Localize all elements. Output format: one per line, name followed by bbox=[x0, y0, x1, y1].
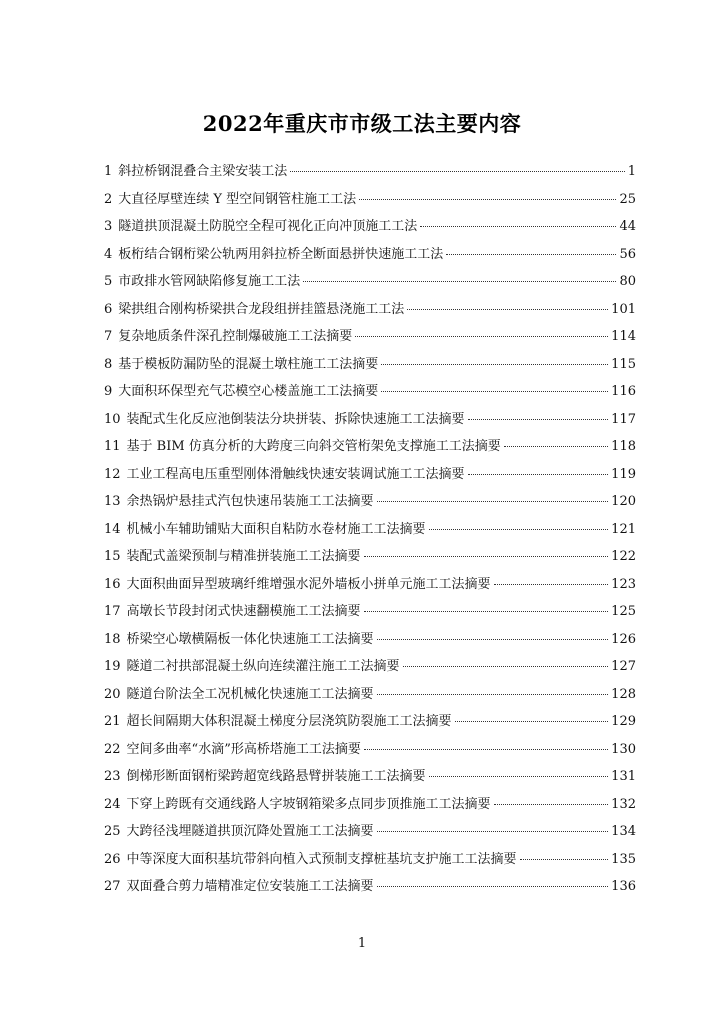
toc-entry-page: 115 bbox=[611, 356, 636, 372]
page-number: 1 bbox=[357, 936, 367, 951]
toc-entry[interactable] bbox=[104, 355, 636, 383]
toc-entry[interactable] bbox=[104, 327, 636, 355]
toc-entry[interactable] bbox=[104, 740, 636, 768]
toc-dot-leader bbox=[359, 199, 616, 200]
toc-entry-page: 119 bbox=[611, 466, 636, 482]
toc-entry-number: 19 bbox=[104, 659, 121, 674]
toc-entry[interactable] bbox=[104, 190, 636, 218]
toc-entry[interactable] bbox=[104, 272, 636, 300]
toc-entry-page: 136 bbox=[611, 879, 636, 894]
toc-entry-title: 下穿上跨既有交通线路人字坡钢箱梁多点同步顶推施工工法摘要 bbox=[126, 796, 491, 812]
toc-entry-title: 梁拱组合刚构桥梁拱合龙段组拼挂篮悬浇施工工法 bbox=[118, 301, 405, 317]
toc-entry-title: 中等深度大面积基坑带斜向植入式预制支撑桩基坑支护施工工法摘要 bbox=[126, 851, 517, 867]
toc-entry-title: 倒梯形断面钢桁梁跨超宽线路悬臂拼装施工工法摘要 bbox=[126, 769, 426, 784]
toc-entry[interactable] bbox=[104, 410, 636, 438]
toc-entry[interactable] bbox=[104, 575, 636, 603]
toc-entry-number: 17 bbox=[104, 604, 121, 619]
toc-entry[interactable] bbox=[104, 850, 636, 878]
toc-entry-title: 斜拉桥钢混叠合主梁安装工法 bbox=[118, 164, 288, 179]
toc-entry-page: 121 bbox=[611, 521, 636, 537]
toc-entry[interactable] bbox=[104, 630, 636, 658]
toc-entry-page: 135 bbox=[611, 851, 636, 867]
toc-entry-title: 隧道台阶法全工况机械化快速施工工法摘要 bbox=[126, 686, 374, 702]
toc-entry-number: 27 bbox=[104, 879, 121, 894]
toc-entry[interactable] bbox=[104, 162, 636, 190]
toc-entry-page: 126 bbox=[611, 631, 636, 647]
toc-entry-page: 130 bbox=[611, 741, 636, 757]
toc-entry-page: 131 bbox=[611, 769, 636, 784]
toc-dot-leader bbox=[364, 611, 609, 612]
toc-dot-leader bbox=[407, 309, 608, 310]
toc-entry[interactable] bbox=[104, 492, 636, 520]
toc-entry-title: 隧道二衬拱部混凝土纵向连续灌注施工工法摘要 bbox=[126, 659, 400, 674]
toc-dot-leader bbox=[455, 721, 609, 722]
toc-dot-leader bbox=[446, 254, 616, 255]
toc-entry-number: 6 bbox=[104, 301, 113, 317]
toc-entry-page: 25 bbox=[619, 191, 636, 207]
toc-entry-title: 超长间隔期大体积混凝土梯度分层浇筑防裂施工工法摘要 bbox=[126, 714, 452, 729]
toc-entry-title: 大跨径浅埋隧道拱顶沉降处置施工工法摘要 bbox=[126, 824, 374, 839]
toc-entry-number: 2 bbox=[104, 191, 113, 207]
toc-entry-page: 128 bbox=[611, 686, 636, 702]
toc-entry-number: 21 bbox=[104, 714, 121, 729]
toc-dot-leader bbox=[364, 749, 608, 750]
toc-entry[interactable] bbox=[104, 520, 636, 548]
toc-entry[interactable] bbox=[104, 767, 636, 795]
toc-entry[interactable] bbox=[104, 877, 636, 905]
toc-entry-title: 隧道拱顶混凝土防脱空全程可视化正向冲顶施工工法 bbox=[118, 219, 418, 234]
toc-dot-leader bbox=[429, 776, 609, 777]
toc-entry-number: 4 bbox=[104, 246, 113, 262]
toc-dot-leader bbox=[377, 831, 609, 832]
toc-entry-page: 116 bbox=[611, 384, 636, 399]
toc-entry-title: 双面叠合剪力墙精准定位安装施工工法摘要 bbox=[126, 879, 374, 894]
toc-entry-page: 122 bbox=[611, 549, 636, 564]
toc-dot-leader bbox=[420, 226, 616, 227]
toc-entry-title: 空间多曲率“水滴”形高桥塔施工工法摘要 bbox=[126, 741, 361, 757]
toc-entry-title: 余热锅炉悬挂式汽包快速吊装施工工法摘要 bbox=[126, 494, 374, 509]
toc-dot-leader bbox=[429, 529, 609, 530]
toc-entry[interactable] bbox=[104, 547, 636, 575]
toc-entry[interactable] bbox=[104, 300, 636, 328]
toc-entry-page: 123 bbox=[611, 576, 636, 592]
toc-entry-title: 机械小车辅助铺贴大面积自粘防水卷材施工工法摘要 bbox=[126, 521, 426, 537]
toc-entry-page: 127 bbox=[611, 659, 636, 674]
toc-dot-leader bbox=[494, 584, 609, 585]
toc-entry-page: 1 bbox=[627, 164, 636, 179]
toc-dot-leader bbox=[468, 419, 609, 420]
toc-entry-page: 44 bbox=[619, 219, 636, 234]
toc-entry-number: 15 bbox=[104, 549, 121, 564]
toc-entry[interactable] bbox=[104, 795, 636, 823]
toc-entry-number: 3 bbox=[104, 219, 113, 234]
toc-entry-title: 桥梁空心墩横隔板一体化快速施工工法摘要 bbox=[126, 631, 374, 647]
toc-entry-title: 复杂地质条件深孔控制爆破施工工法摘要 bbox=[118, 329, 353, 344]
toc-entry-title: 工业工程高电压重型刚体滑触线快速安装调试施工工法摘要 bbox=[126, 466, 465, 482]
toc-dot-leader bbox=[381, 391, 608, 392]
toc-dot-leader bbox=[468, 474, 609, 475]
toc-entry-number: 25 bbox=[104, 824, 121, 839]
toc-dot-leader bbox=[520, 859, 609, 860]
toc-dot-leader bbox=[377, 639, 609, 640]
toc-entry-title: 大直径厚壁连续 Y 型空间钢管柱施工工法 bbox=[118, 191, 357, 207]
toc-entry-page: 56 bbox=[619, 246, 636, 262]
toc-dot-leader bbox=[403, 666, 609, 667]
toc-entry-number: 18 bbox=[104, 631, 121, 647]
toc-entry-page: 132 bbox=[611, 796, 636, 812]
toc-dot-leader bbox=[494, 804, 609, 805]
toc-dot-leader bbox=[290, 171, 624, 172]
toc-entry-number: 26 bbox=[104, 851, 121, 867]
toc-entry-title: 高墩长节段封闭式快速翻模施工工法摘要 bbox=[126, 604, 361, 619]
toc-entry-title: 市政排水管网缺陷修复施工工法 bbox=[118, 274, 301, 289]
toc-dot-leader bbox=[377, 694, 609, 695]
toc-entry-number: 16 bbox=[104, 576, 121, 592]
toc-entry[interactable] bbox=[104, 465, 636, 493]
toc-entry[interactable] bbox=[104, 382, 636, 410]
toc-entry-number: 1 bbox=[104, 164, 113, 179]
toc-entry-number: 9 bbox=[104, 384, 113, 399]
toc-entry-title: 装配式生化反应池倒装法分块拼装、拆除快速施工工法摘要 bbox=[126, 411, 465, 427]
toc-entry-number: 13 bbox=[104, 494, 121, 509]
toc-entry-number: 20 bbox=[104, 686, 121, 702]
toc-entry-page: 129 bbox=[611, 714, 636, 729]
toc-entry-number: 14 bbox=[104, 521, 121, 537]
toc-dot-leader bbox=[377, 501, 609, 502]
toc-dot-leader bbox=[381, 364, 608, 365]
toc-entry-page: 101 bbox=[611, 301, 636, 317]
toc-entry-title: 板桁结合钢桁梁公轨两用斜拉桥全断面悬拼快速施工工法 bbox=[118, 246, 444, 262]
toc-entry-page: 117 bbox=[611, 411, 636, 427]
toc-entry-number: 22 bbox=[104, 741, 121, 757]
toc-entry[interactable] bbox=[104, 685, 636, 713]
toc-entry-page: 118 bbox=[611, 439, 636, 454]
toc-entry-number: 23 bbox=[104, 769, 121, 784]
toc-entry-title: 大面积环保型充气芯模空心楼盖施工工法摘要 bbox=[118, 384, 379, 399]
toc-dot-leader bbox=[355, 336, 608, 337]
toc-entry-title: 基于模板防漏防坠的混凝土墩柱施工工法摘要 bbox=[118, 356, 379, 372]
toc-entry-title: 基于 BIM 仿真分析的大跨度三向斜交管桁架免支撑施工工法摘要 bbox=[126, 439, 501, 454]
toc-entry-page: 120 bbox=[611, 494, 636, 509]
toc-entry[interactable] bbox=[104, 822, 636, 850]
toc-entry-page: 134 bbox=[611, 824, 636, 839]
toc-entry-number: 10 bbox=[104, 411, 121, 427]
toc-dot-leader bbox=[377, 886, 609, 887]
toc-entry-page: 80 bbox=[619, 274, 636, 289]
toc-entry-number: 5 bbox=[104, 274, 113, 289]
toc-entry-number: 11 bbox=[104, 439, 121, 454]
toc-entry-number: 12 bbox=[104, 466, 121, 482]
toc-entry-number: 7 bbox=[104, 329, 113, 344]
page-title: 2022年重庆市市级工法主要内容 bbox=[202, 111, 522, 136]
toc-entry[interactable] bbox=[104, 217, 636, 245]
toc-dot-leader bbox=[364, 556, 609, 557]
toc-entry[interactable] bbox=[104, 712, 636, 740]
toc-entry-number: 24 bbox=[104, 796, 121, 812]
toc-entry-page: 114 bbox=[611, 329, 636, 344]
toc-entry[interactable] bbox=[104, 437, 636, 465]
toc-entry[interactable] bbox=[104, 245, 636, 273]
toc-entry-title: 大面积曲面异型玻璃纤维增强水泥外墙板小拼单元施工工法摘要 bbox=[126, 576, 491, 592]
table-of-contents bbox=[104, 162, 636, 905]
toc-entry[interactable] bbox=[104, 602, 636, 630]
toc-dot-leader bbox=[303, 281, 616, 282]
toc-entry-page: 125 bbox=[611, 604, 636, 619]
toc-entry-number: 8 bbox=[104, 356, 113, 372]
toc-dot-leader bbox=[504, 446, 608, 447]
toc-entry-title: 装配式盖梁预制与精准拼装施工工法摘要 bbox=[126, 549, 361, 564]
toc-entry[interactable] bbox=[104, 657, 636, 685]
